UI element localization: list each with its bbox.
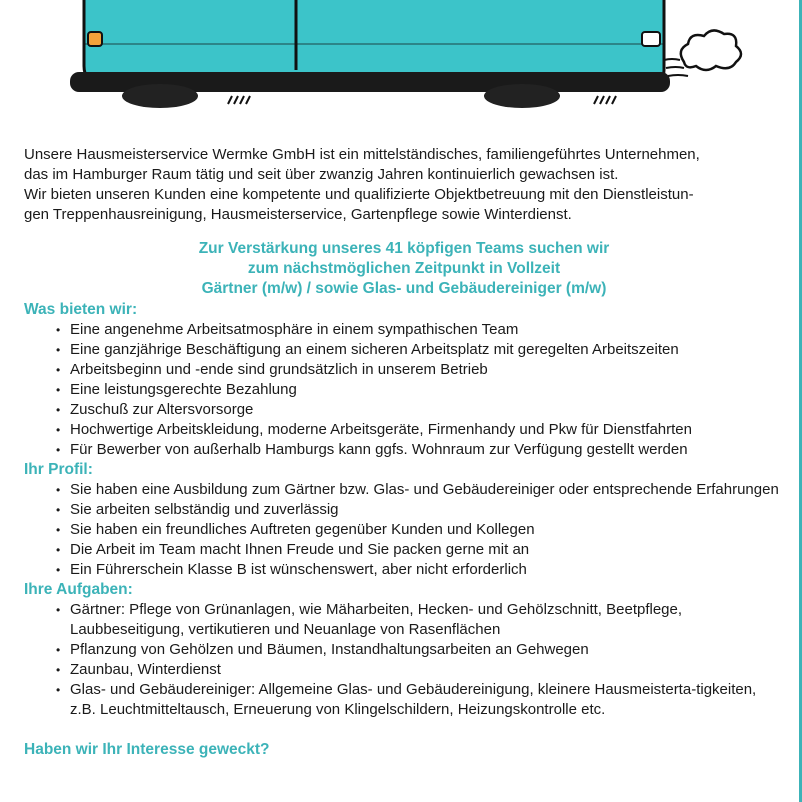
list-item: • Pflanzung von Gehölzen und Bäumen, Instandhaltungsarbeiten an Gehwegen [70, 640, 784, 660]
list-item: • Eine angenehme Arbeitsatmosphäre in einem sympathischen Team [70, 320, 784, 340]
job-posting [24, 145, 784, 760]
list-item: • Arbeitsbeginn und -ende sind grundsätzlich in unserem Betrieb [70, 360, 784, 380]
intro-line: gen Treppenhausreinigung, Hausmeisterservice, Gartenpflege sowie Winterdienst. [24, 206, 572, 223]
tasks-list [24, 600, 784, 720]
list-item: • Gärtner: Pflege von Grünanlagen, wie Mäharbeiten, Hecken- und Gehölzschnitt, Beetpflege, Laubbeseitigung, vertikutieren und Neuanlage von Rasenflächen [70, 600, 784, 640]
intro-line: Wir bieten unseren Kunden eine kompetente und qualifizierte Objektbetreuung mit den Dienstleistun- [24, 186, 694, 203]
headline-line: Zur Verstärkung unseres 41 köpfigen Teams suchen wir [198, 240, 610, 257]
intro-line: Unsere Hausmeisterservice Wermke GmbH ist ein mittelständisches, familiengeführtes Unternehmen, [24, 146, 700, 163]
van-icon [70, 0, 670, 108]
list-item: • Zuschuß zur Altersvorsorge [70, 400, 784, 420]
list-item: • Die Arbeit im Team macht Ihnen Freude und Sie packen gerne mit an [70, 540, 784, 560]
headline-line: Gärtner (m/w) / sowie Glas- und Gebäudereiniger (m/w) [201, 280, 607, 297]
offer-list [24, 320, 784, 460]
list-item: • Sie arbeiten selbständig und zuverlässig [70, 500, 784, 520]
list-item: • Für Bewerber von außerhalb Hamburgs kann ggfs. Wohnraum zur Verfügung gestellt werden [70, 440, 784, 460]
list-item: • Zaunbau, Winterdienst [70, 660, 784, 680]
list-item: • Ein Führerschein Klasse B ist wünschenswert, aber nicht erforderlich [70, 560, 784, 580]
list-item: • Sie haben eine Ausbildung zum Gärtner bzw. Glas- und Gebäudereiniger oder entsprechende Erfahrungen [70, 480, 784, 500]
van-illustration [0, 0, 802, 135]
company-intro [24, 145, 784, 225]
intro-line: das im Hamburger Raum tätig und seit über zwanzig Jahren kontinuierlich gewachsen ist. [24, 166, 619, 183]
profile-heading: Ihr Profil: [24, 461, 93, 478]
list-item: • Eine leistungsgerechte Bezahlung [70, 380, 784, 400]
offer-heading: Was bieten wir: [24, 301, 138, 318]
list-item: • Eine ganzjährige Beschäftigung an einem sicheren Arbeitsplatz mit geregelten Arbeitszeiten [70, 340, 784, 360]
profile-list [24, 480, 784, 580]
list-item: • Hochwertige Arbeitskleidung, moderne Arbeitsgeräte, Firmenhandy und Pkw für Dienstfahrten [70, 420, 784, 440]
job-headline [24, 239, 784, 299]
list-item: • Glas- und Gebäudereiniger: Allgemeine Glas- und Gebäudereinigung, kleinere Hausmeisterta-tigkeiten, z.B. Leuchtmitteltausch, Erneuerung von Klingelschildern, Heizungskontrolle etc. [70, 680, 784, 720]
closing-question: Haben wir Ihr Interesse geweckt? [24, 741, 270, 758]
list-item: • Sie haben ein freundliches Auftreten gegenüber Kunden und Kollegen [70, 520, 784, 540]
headline-line: zum nächstmöglichen Zeitpunkt in Vollzeit [247, 260, 561, 277]
exhaust-cloud-icon [664, 30, 741, 76]
tasks-heading: Ihre Aufgaben: [24, 581, 133, 598]
